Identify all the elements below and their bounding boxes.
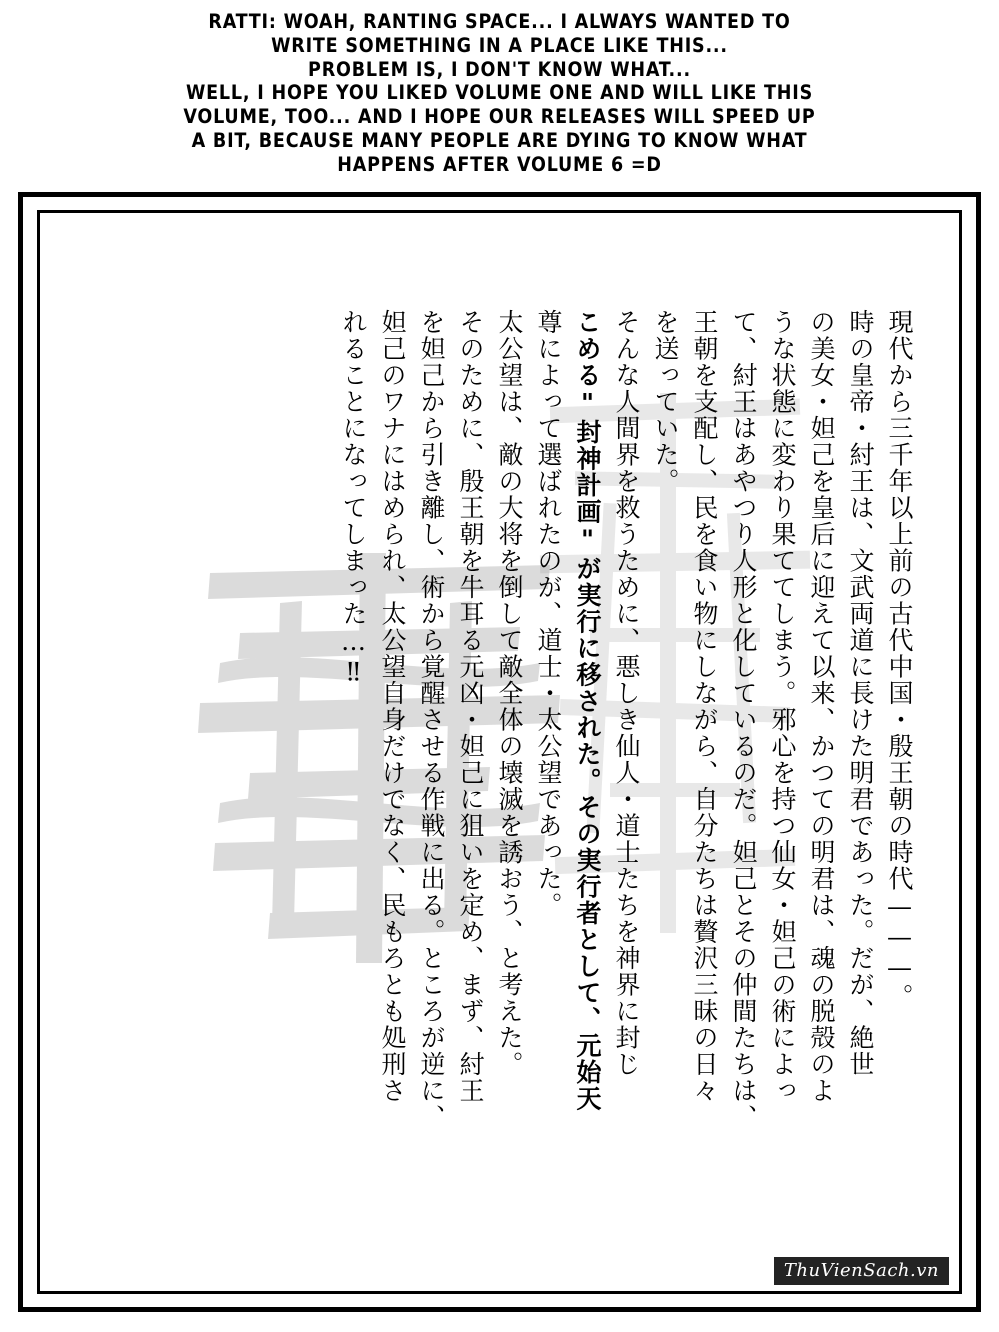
synopsis-column: うな状態に変わり果ててしまう。邪心を持つ仙女・妲己の術によっ: [768, 309, 797, 1104]
synopsis-text-block: [80, 309, 919, 1249]
page-frame-outer: [18, 192, 981, 1312]
synopsis-column: 王朝を支配し、民を食い物にしながら、自分たちは贅沢三昧の日々: [690, 309, 719, 1104]
synopsis-column: て、紂王はあやつり人形と化しているのだ。妲己とその仲間たちは、: [729, 309, 758, 1131]
translator-note-line: PROBLEM IS, I DON'T KNOW WHAT...: [308, 57, 691, 81]
synopsis-column: を送っていた。: [651, 309, 680, 495]
synopsis-column: を妲己から引き離し、術から覚醒させる作戦に出る。ところが逆に、: [417, 309, 446, 1131]
translator-note-line: HAPPENS AFTER VOLUME 6 =D: [337, 152, 662, 176]
synopsis-column: そのために、殷王朝を牛耳る元凶・妲己に狙いを定め、まず、紂王: [456, 309, 485, 1104]
synopsis-column: 妲己のワナにはめられ、太公望自身だけでなく、民もろとも処刑さ: [378, 309, 407, 1104]
watermark: ThuVienSach.vn: [774, 1257, 949, 1285]
translator-note-line: RATTI: WOAH, RANTING SPACE... I ALWAYS WANTED TO: [208, 10, 791, 33]
synopsis-column: 時の皇帝・紂王は、文武両道に長けた明君であった。だが、絶世: [846, 309, 875, 1078]
synopsis-column: そんな人間界を救うために、悪しき仙人・道士たちを神界に封じ: [612, 309, 641, 1078]
page-frame-inner: [37, 210, 962, 1294]
synopsis-column-emphasis: こめる"封神計画"が実行に移された。その実行者として、元始天: [573, 309, 602, 1112]
translator-note-line: A BIT, BECAUSE MANY PEOPLE ARE DYING TO KNOW WHAT: [191, 128, 808, 152]
synopsis-column: 太公望は、敵の大将を倒して敵全体の壊滅を誘おう、と考えた。: [495, 309, 524, 1078]
synopsis-column: 尊によって選ばれたのが、道士・太公望であった。: [534, 309, 563, 919]
translator-note-line: WELL, I HOPE YOU LIKED VOLUME ONE AND WILL LIKE THIS: [185, 81, 814, 105]
synopsis-column: の美女・妲己を皇后に迎えて以来、かつての明君は、魂の脱殻のよ: [807, 309, 836, 1104]
synopsis-column: 現代から三千年以上前の古代中国・殷王朝の時代———。: [885, 309, 914, 1010]
translator-note-line: VOLUME, TOO... AND I HOPE OUR RELEASES WILL SPEED UP: [183, 105, 816, 129]
translator-note: [0, 0, 999, 182]
translator-note-line: WRITE SOMETHING IN A PLACE LIKE THIS...: [271, 33, 728, 57]
synopsis-column: れることになってしまった…‼: [339, 309, 368, 688]
